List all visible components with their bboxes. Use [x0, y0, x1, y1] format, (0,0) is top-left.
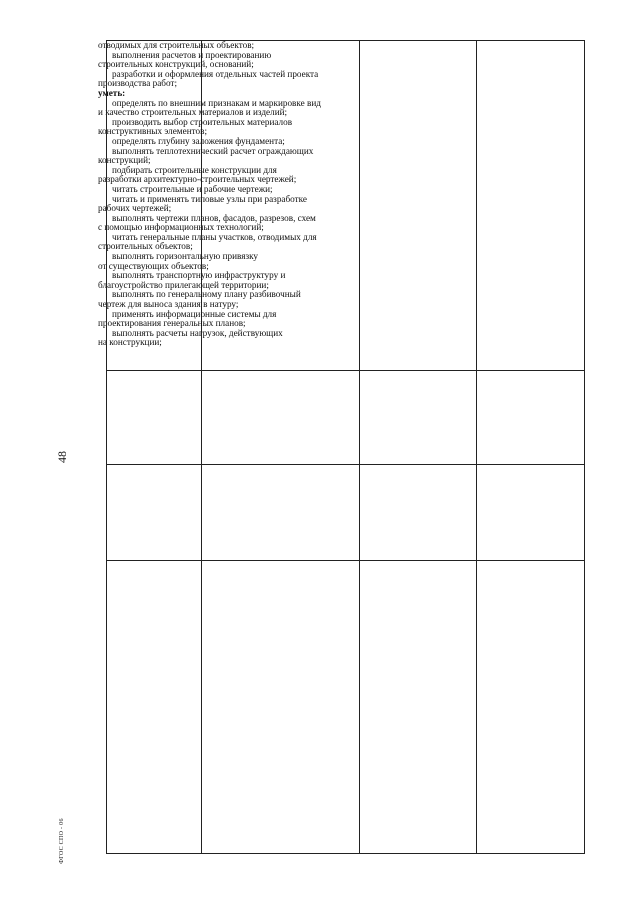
text-line: выполнять по генеральному плану разбивочный — [112, 289, 301, 300]
text-line: подбирать строительные конструкции для — [112, 164, 277, 175]
table-cell-empty — [106, 465, 201, 561]
text-line: выполнять теплотехнический расчет ограждающих — [112, 145, 314, 156]
text-line: выполнять транспортную инфраструктуру и — [112, 270, 286, 281]
text-line: выполнять чертежи планов, фасадов, разрезов, схем — [112, 212, 316, 223]
text-line: проектирования генеральных планов; — [98, 318, 246, 329]
text-line: разработки архитектурно-строительных чертежей; — [98, 174, 297, 185]
text-line: выполнять горизонтальную привязку — [112, 251, 259, 262]
text-line: на конструкции; — [98, 337, 162, 348]
text-line: от существующих объектов; — [98, 260, 209, 271]
text-line: выполнения расчетов и проектированию — [112, 49, 272, 60]
table-cell-empty — [202, 371, 359, 465]
text-line: читать генеральные планы участков, отводимых для — [112, 231, 317, 242]
table-cell-empty — [202, 561, 359, 854]
table-cell-empty — [202, 465, 359, 561]
footer-code: ФГОС СПО - 06 — [59, 818, 65, 864]
text-line: и качество строительных материалов и изделий; — [98, 107, 288, 118]
text-line: разработки и оформления отдельных частей проекта — [112, 68, 319, 79]
table-cell-empty — [477, 465, 585, 561]
text-line: производить выбор строительных материалов — [112, 116, 293, 127]
text-line: отводимых для строительных объектов; — [98, 40, 255, 50]
table-cell-empty — [106, 371, 201, 465]
table-row — [98, 40, 321, 854]
text-line: конструкций; — [98, 155, 151, 166]
table-cell-empty — [477, 561, 585, 854]
page-number: 48 — [55, 451, 69, 463]
text-line: благоустройство прилегающей территории; — [98, 279, 269, 290]
table-cell-empty — [106, 561, 201, 854]
text-line: определять по внешним признакам и маркировке вид — [112, 97, 321, 108]
text-line: строительных объектов; — [98, 241, 193, 252]
skills-text — [92, 40, 423, 348]
table-cell-empty — [477, 371, 585, 465]
text-line: строительных конструкций, оснований; — [98, 59, 254, 70]
text-line: уметь: — [98, 87, 126, 98]
text-line: читать и применять типовые узлы при разработке — [112, 193, 307, 204]
text-line: производства работ; — [98, 78, 177, 89]
text-line: рабочих чертежей; — [98, 203, 172, 214]
text-line: определять глубину заложения фундамента; — [112, 135, 285, 146]
text-line: читать строительные и рабочие чертежи; — [112, 183, 273, 194]
text-line: конструктивных элементов; — [98, 126, 207, 137]
table-cell-empty — [360, 561, 476, 854]
table-row — [476, 40, 585, 854]
table-cell-empty — [360, 371, 476, 465]
text-line: выполнять расчеты нагрузок, действующих — [112, 327, 283, 338]
text-line: с помощью информационных технологий; — [98, 222, 264, 233]
table-cell-skills — [98, 40, 321, 371]
table-cell-empty — [360, 465, 476, 561]
table-cell-empty — [477, 40, 585, 371]
requirements-table — [98, 40, 585, 854]
text-line: применять информационные системы для — [112, 308, 277, 319]
text-line: чертеж для выноса здания в натуру; — [98, 299, 239, 310]
